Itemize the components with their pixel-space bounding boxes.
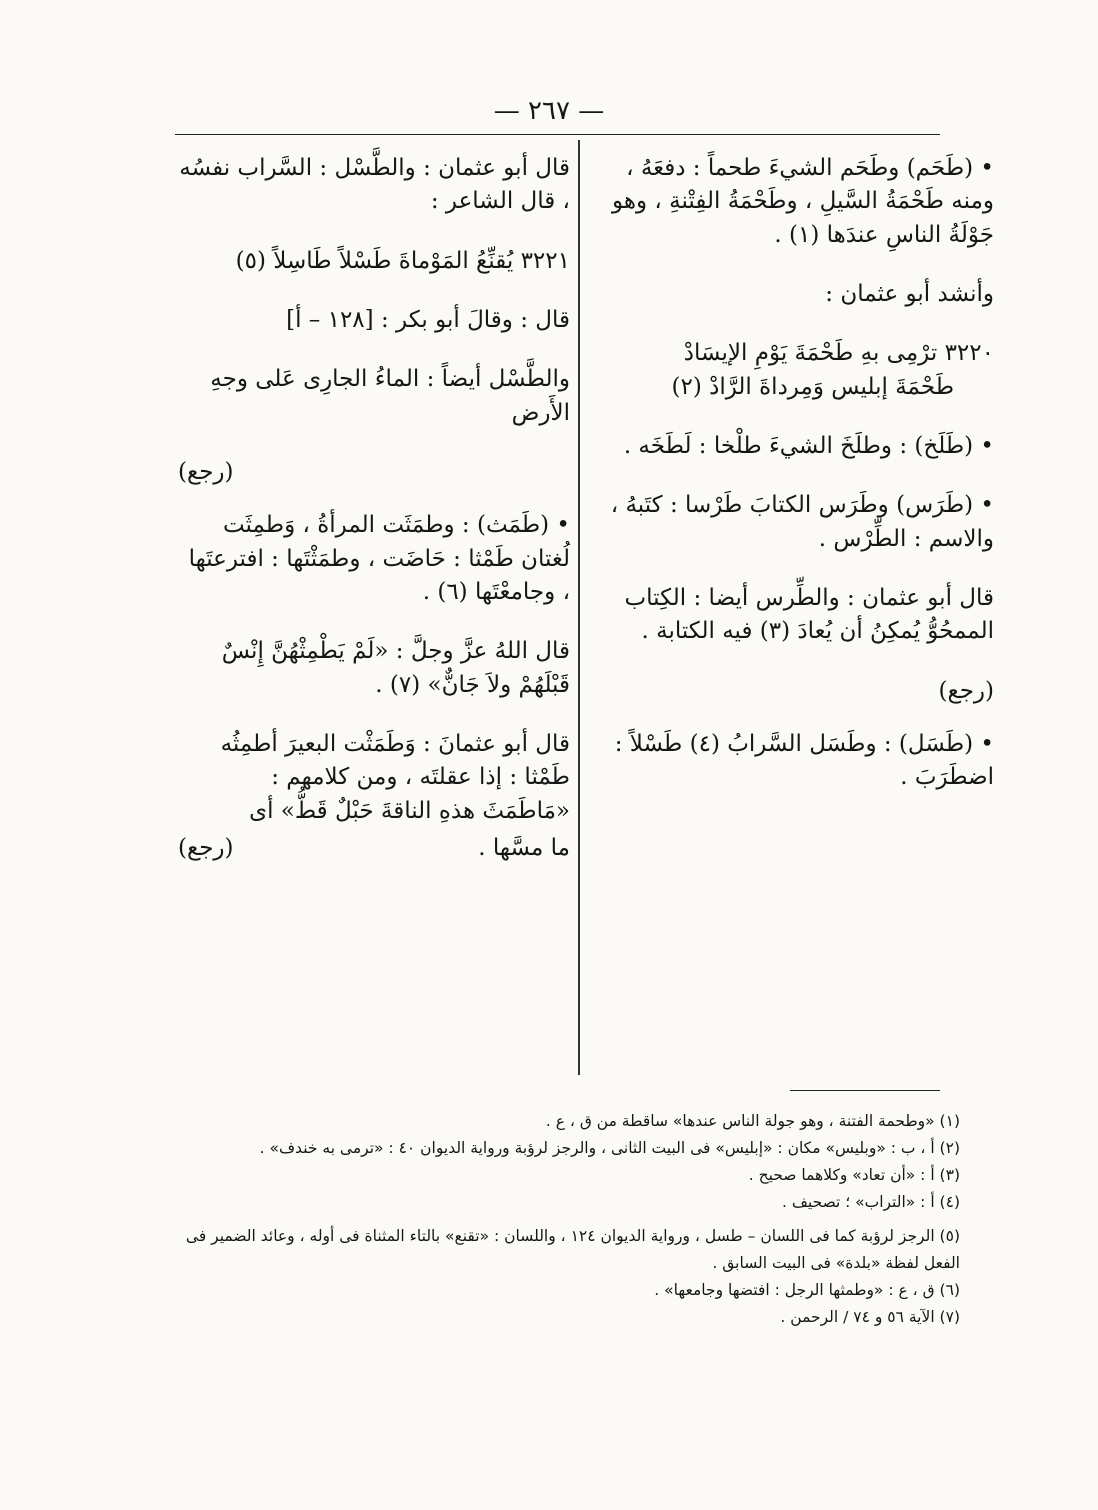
footnote: (٦) ق ، ع : «وطمثها الرجل : افتضها وجامعها» . [654, 1280, 960, 1299]
header-rule [175, 134, 940, 135]
footnote: (٤) أ : «التراب» ؛ تصحيف . [782, 1193, 960, 1212]
return-marker: (رجع) [938, 677, 994, 704]
page-number: — ٢٦٧ — [493, 96, 605, 126]
return-marker: (رجع) [178, 835, 234, 862]
right-column [598, 152, 994, 821]
citation-line: وأنشد أبو عثمان : [825, 281, 994, 308]
return-marker: (رجع) [178, 459, 234, 486]
footnote: (٢) أ ، ب : «وبليس» مكان : «إبليس» فى البيت الثانى ، والرجز لرؤبة ورواية الديوان ٤٠ : «ترمى به خندف» . [259, 1139, 960, 1158]
footnote: (٧) الآية ٥٦ و ٧٤ / الرحمن . [780, 1307, 960, 1326]
closing-text: ما مسَّها . [478, 835, 570, 862]
paragraph: قال أبو عثمانَ : وَطَمَثْت البعيرَ أطمِثُه طَمْثا : إذا عقلتَه ، ومن كلامهم : «مَاطَمَثَ هذهِ الناقةَ حَبْلٌ قَطُّ» أى [220, 731, 570, 824]
column-divider [578, 140, 580, 1075]
entry-tars: • (طَرَس) وطَرَس الكتابَ طَرْسا : كتَبهُ ، والاسم : الطِّرْس . [610, 492, 994, 552]
verse-3221: ٣٢٢١ يُقنِّعُ المَوْماةَ طَسْلاً طَاسِلاً (٥) [235, 247, 570, 274]
verse-line: ٣٢٢٠ ترْمِى بهِ طَحْمَةَ يَوْمِ الإيسَادْ [683, 340, 994, 367]
footnote: (١) «وطحمة الفتنة ، وهو جولة الناس عندها» ساقطة من ق ، ع . [545, 1112, 960, 1130]
paragraph: قال : وقالَ أبو بكر : [١٢٨ – أ] [286, 307, 570, 334]
verse-3220 [598, 337, 994, 404]
verse-line: طَحْمَةَ إبليس وَمِرداةَ الرَّادْ (٢) [671, 373, 954, 400]
paragraph: والطَّسْل أيضاً : الماءُ الجارِى عَلى وجهِ الأَرض [210, 366, 570, 426]
entry-tasal: • (طَسَل) : وطَسَل السَّرابُ (٤) طَسْلاً : اضطَرَبَ . [614, 731, 994, 791]
quran-quote: قال اللهُ عزَّ وجلَّ : «لَمْ يَطْمِثْهُنَّ إِنْسٌ قَبْلَهُمْ ولاَ جَانٌّ» (٧) . [221, 638, 570, 698]
footnote: (٣) أ : «أن تعاد» وكلاهما صحيح . [748, 1166, 960, 1185]
footnote-rule [790, 1090, 940, 1091]
footnotes [180, 1108, 960, 1331]
entry-talkh: • (طَلَخ) : وطلَخَ الشيءَ طلْخا : لَطَخَه . [623, 433, 994, 460]
paragraph: قال أبو عثمان : والطَّسْل : السَّراب نفسُه ، قال الشاعر : [179, 155, 570, 215]
closing-line [178, 832, 570, 865]
left-column [178, 152, 570, 866]
footnote: (٥) الرجز لرؤبة كما فى اللسان – طسل ، ورواية الديوان ١٢٤ ، واللسان : «تقنع» بالتاء المثناة فى أوله ، وعائد الضمير فى الفعل لفظة «بلدة» فى البيت السابق . [185, 1226, 960, 1272]
paragraph: قال أبو عثمان : والطِّرس أيضا : الكِتاب الممحُوُّ يُمكِنُ أن يُعادَ (٣) فيه الكتابة . [624, 585, 994, 645]
entry-tamath: • (طَمَث) : وطمَثَت المرأةُ ، وَطمِثَت لُغتان طَمْثا : حَاضَت ، وطمَثْتَها : افترعتَها ، وجامعْتَها (٦) . [188, 512, 570, 606]
entry-tahm: • (طَحَم) وطَحَم الشيءَ طحماً : دفعَهُ ، ومنه طَحْمَةُ السَّيلِ ، وطَحْمَةُ الفِتْنةِ ، وهو جَوْلَةُ الناسِ عندَها (١) . [611, 155, 994, 248]
